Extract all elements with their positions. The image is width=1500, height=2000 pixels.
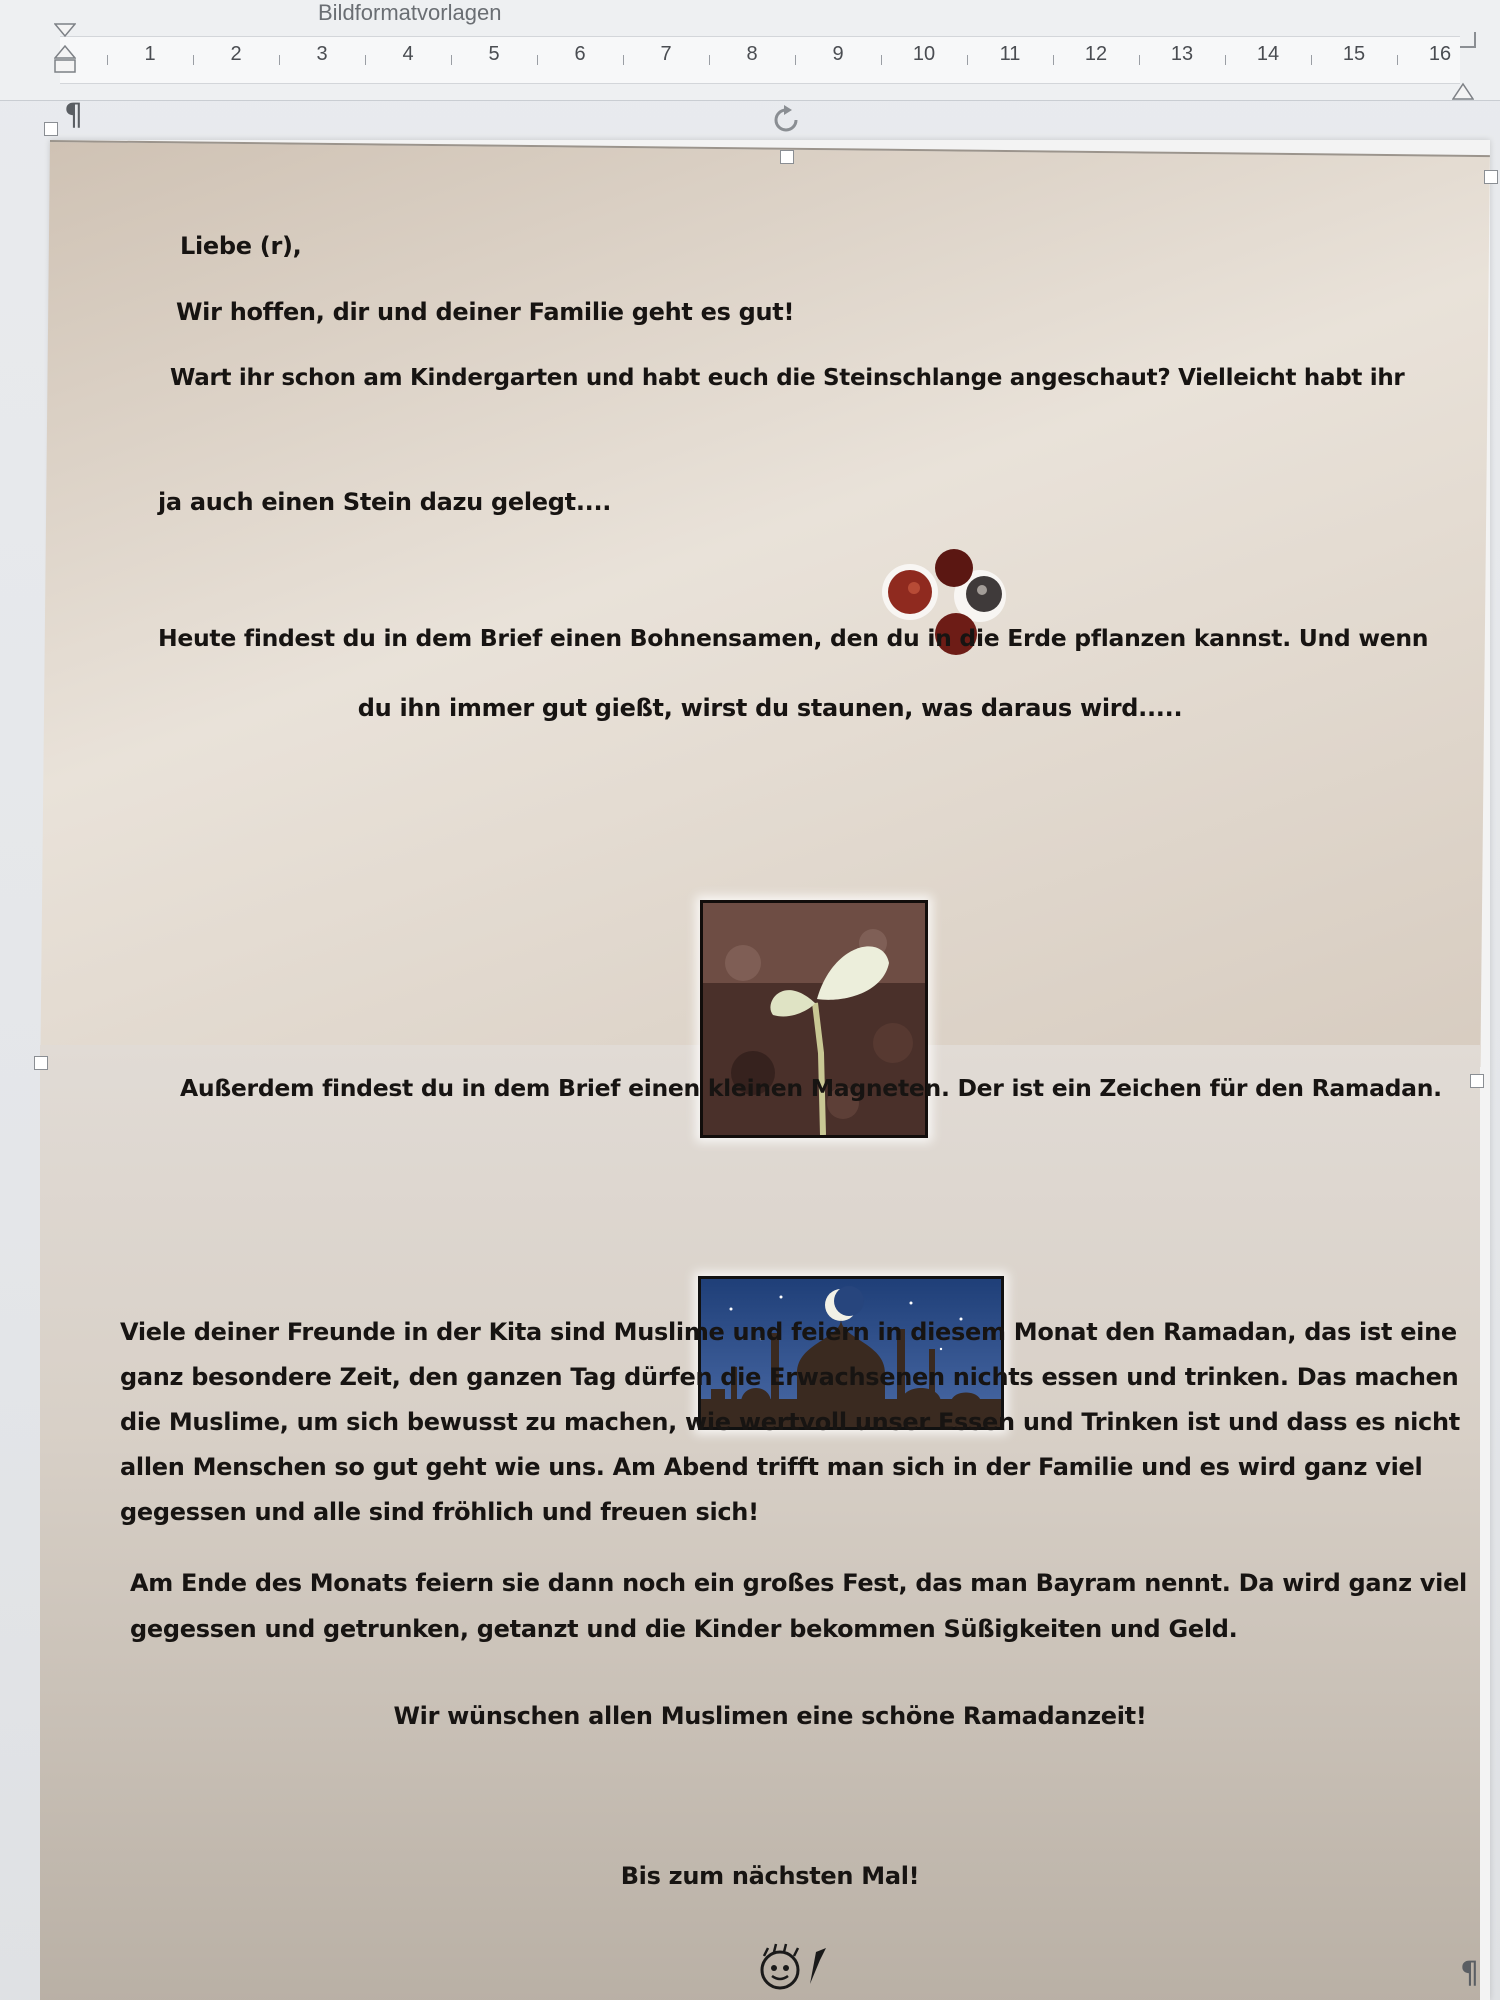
ruler-number: 15 (1342, 43, 1366, 65)
ruler-tick (365, 55, 366, 65)
ruler-number: 12 (1084, 43, 1108, 65)
right-indent-marker-icon[interactable] (1452, 80, 1474, 100)
ruler-number: 5 (488, 43, 500, 65)
letter-line-bean-1: Heute findest du in dem Brief einen Bohnensamen, den du in die Erde pflanzen kannst. Und wenn (158, 624, 1429, 652)
ruler-tick (623, 55, 624, 65)
ruler-number: 7 (660, 43, 672, 65)
ruler-number: 10 (912, 43, 936, 65)
indent-marker-icon[interactable] (54, 22, 76, 76)
ruler-tick (881, 55, 882, 65)
ruler-number: 11 (999, 43, 1021, 65)
ruler-tick (1139, 55, 1140, 65)
letter-line-magnet: Außerdem findest du in dem Brief einen kleinen Magneten. Der ist ein Zeichen für den Ramadan. (180, 1074, 1442, 1102)
ruler-number: 4 (402, 43, 414, 65)
ruler-tick (537, 55, 538, 65)
ruler-tick (1397, 55, 1398, 65)
children-drawing-icon (752, 1938, 842, 1990)
ruler-number: 2 (230, 43, 242, 65)
dialog-launcher-icon[interactable] (1460, 32, 1476, 48)
rotate-handle-icon[interactable] (770, 104, 802, 136)
selection-handle[interactable] (1484, 170, 1498, 184)
selection-handle[interactable] (1470, 1074, 1484, 1088)
ruler-tick (967, 55, 968, 65)
horizontal-ruler[interactable] (60, 36, 1460, 84)
ruler-number: 9 (832, 43, 844, 65)
letter-line-hope: Wir hoffen, dir und deiner Familie geht es gut! (176, 298, 795, 326)
ruler-number: 6 (574, 43, 586, 65)
paragraph-mark-icon: ¶ (64, 98, 84, 133)
ruler-bar (0, 0, 1500, 101)
ruler-number: 14 (1256, 43, 1280, 65)
ruler-tick (795, 55, 796, 65)
ruler-number: 16 (1428, 43, 1452, 65)
ruler-tick (1311, 55, 1312, 65)
letter-closing: Bis zum nächsten Mal! (620, 1862, 920, 1890)
ruler-tick (1053, 55, 1054, 65)
ruler-number: 8 (746, 43, 758, 65)
letter-paragraph-ramadan: Viele deiner Freunde in der Kita sind Muslime und feiern in diesem Monat den Ramadan, das ist eine ganz besondere Zeit, den ganzen Tag dürfen die Erwachsenen nichts essen und trinken. Das machen die Muslime, um sich bewusst zu machen, wie wertvoll unser Essen und Trinken ist und dass es nicht allen Menschen so gut geht wie uns. Am Abend trifft man sich in der Familie und es wird ganz viel gegessen und alle sind fröhlich und freuen sich! (120, 1318, 1460, 1526)
ruler-number: 13 (1170, 43, 1194, 65)
letter-greeting: Liebe (r), (180, 232, 302, 260)
ruler-tick (1225, 55, 1226, 65)
ribbon-group-label[interactable]: Bildformatvorlagen (318, 0, 502, 25)
ruler-tick (107, 55, 108, 65)
selection-handle[interactable] (34, 1056, 48, 1070)
ruler-number: 1 (144, 43, 156, 65)
letter-line-kindergarten: Wart ihr schon am Kindergarten und habt euch die Steinschlange angeschaut? Vielleicht habt ihr (170, 365, 1405, 391)
document-page[interactable] (50, 140, 1490, 2000)
ruler-tick (709, 55, 710, 65)
letter-line-stone: ja auch einen Stein dazu gelegt.... (158, 488, 612, 516)
letter-line-bean-2: du ihn immer gut gießt, wirst du staunen, was daraus wird..... (357, 694, 1183, 722)
ruler-tick (193, 55, 194, 65)
letter-wish: Wir wünschen allen Muslimen eine schöne Ramadanzeit! (393, 1702, 1147, 1730)
ruler-tick (279, 55, 280, 65)
paragraph-mark-icon: ¶ (1460, 1956, 1480, 1991)
selection-handle[interactable] (780, 150, 794, 164)
ruler-number: 3 (316, 43, 328, 65)
ruler-tick (451, 55, 452, 65)
letter-paragraph-bayram: Am Ende des Monats feiern sie dann noch ein großes Fest, das man Bayram nennt. Da wird ganz viel gegessen und getrunken, getanzt und die Kinder bekommen Süßigkeiten und Geld. (130, 1569, 1467, 1643)
selection-handle[interactable] (44, 122, 58, 136)
